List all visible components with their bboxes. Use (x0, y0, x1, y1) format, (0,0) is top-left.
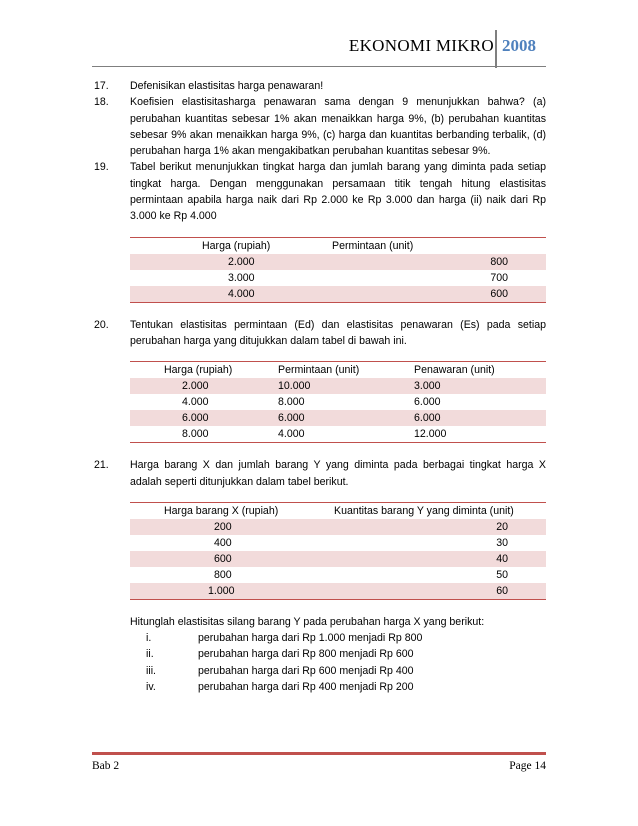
table-row: 2.000 800 (130, 254, 546, 270)
table-20 (130, 361, 546, 443)
question-number: 21. (94, 459, 109, 472)
question-18 (94, 94, 546, 159)
list-item: iv. perubahan harga dari Rp 400 menjadi Rp 200 (146, 681, 414, 694)
list-item: i. perubahan harga dari Rp 1.000 menjadi Rp 800 (146, 632, 423, 645)
header-divider (495, 30, 497, 68)
table-row: 2.000 10.000 3.000 (130, 378, 546, 394)
table-row: 8.000 4.000 12.000 (182, 428, 447, 441)
table-row: 200 20 (130, 519, 546, 535)
table-row: 4.000 8.000 6.000 (182, 396, 441, 409)
table-row: 600 40 (130, 551, 546, 567)
question-text: Harga barang X dan jumlah barang Y yang diminta pada berbagai tingkat harga X adalah seperti ditunjukkan dalam tabel berikut. (130, 459, 546, 488)
instruction-text: Hitunglah elastisitas silang barang Y pada perubahan harga X yang berikut: (130, 615, 485, 628)
header-year: 2008 (502, 36, 536, 55)
header-rule (92, 66, 546, 67)
table-row: 400 30 (214, 536, 508, 549)
table-row: 4.000 600 (130, 286, 546, 303)
question-19 (94, 159, 546, 224)
footer-rule (92, 752, 546, 755)
chapter-label: Bab 2 (92, 760, 120, 772)
table-21 (130, 502, 546, 600)
question-text: Tentukan elastisitas permintaan (Ed) dan elastisitas penawaran (Es) pada setiap perubahan harga yang ditujukkan dalam tabel di bawah ini. (130, 318, 546, 347)
question-text: Defenisikan elastisitas harga penawaran! (130, 80, 324, 92)
table-header: Kuantitas barang Y yang diminta (unit) (334, 504, 514, 517)
question-text: Koefisien elastisitasharga penawaran sama dengan 9 menunjukkan bahwa? (a) perubahan kuantitas sebesar 1% akan menaikkan harga 9%, (b) perubahan kuantitas sebesar 9% akan menaikkan harga 9%, (c) harga dan kuantitas berbanding terbalik, (d) perubahan harga 1% akan mengakibatkan perubahan kuantitas sebesar 9%. (130, 96, 546, 158)
question-number: 19. (94, 161, 109, 174)
question-number: 18. (94, 96, 109, 109)
page-number: Page 14 (509, 760, 546, 772)
table-header: Permintaan (unit) (332, 239, 414, 252)
table-header: Harga barang X (rupiah) (164, 504, 279, 517)
sub-question-list (94, 630, 546, 695)
question-21 (94, 457, 546, 490)
question-text: Tabel berikut menunjukkan tingkat harga dan jumlah barang yang diminta pada setiap tingkat harga. Dengan menggunakan persamaan titik tengah hitung elastisitas permintaan apabila harga naik dari Rp 2.000 ke Rp 3.000 dan harga (ii) naik dari Rp 3.000 ke Rp 4.000 (130, 161, 546, 223)
table-header: Harga (rupiah) (164, 364, 233, 377)
table-row: 3.000 700 (228, 271, 508, 284)
table-row: 6.000 6.000 6.000 (130, 410, 546, 426)
header-title: EKONOMI MIKRO (348, 36, 494, 55)
table-19 (130, 237, 546, 303)
list-item: iii. perubahan harga dari Rp 600 menjadi Rp 400 (146, 664, 414, 677)
question-20 (94, 317, 546, 350)
question-number: 17. (94, 80, 109, 92)
table-header: Permintaan (unit) (278, 364, 360, 377)
table-header: Penawaran (unit) (414, 364, 495, 377)
list-item: ii. perubahan harga dari Rp 800 menjadi Rp 600 (146, 648, 414, 661)
question-17 (94, 78, 546, 94)
question-number: 20. (94, 318, 109, 331)
page-content (94, 78, 546, 695)
table-row: 800 50 (214, 568, 508, 581)
table-header: Harga (rupiah) (202, 239, 271, 252)
table-row: 1.000 60 (130, 583, 546, 600)
